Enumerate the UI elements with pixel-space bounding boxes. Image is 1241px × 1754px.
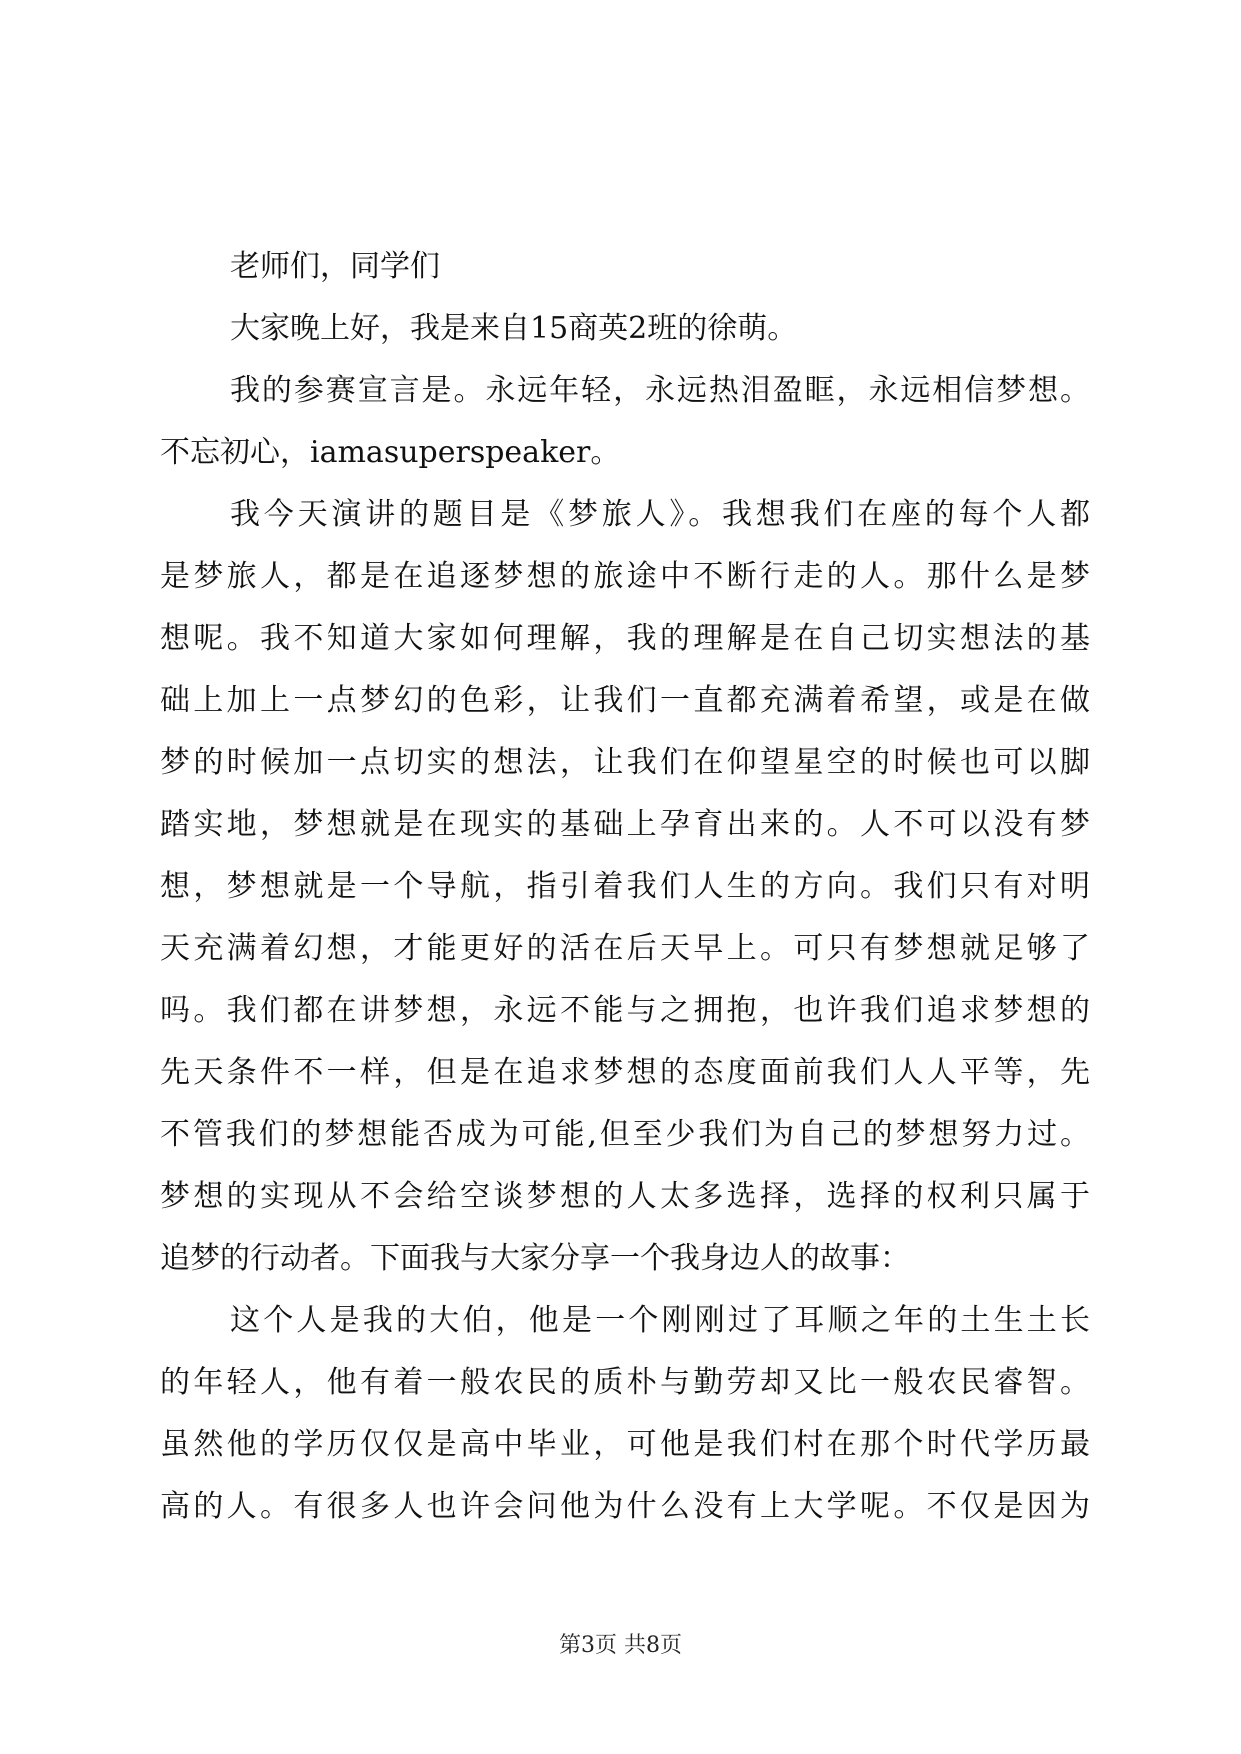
body-text xyxy=(160,236,1090,1538)
text-line: 天充满着幻想，才能更好的活在后天早上。可只有梦想就足够了 xyxy=(160,931,1090,966)
page-footer xyxy=(0,1628,1241,1659)
text-line: 虽然他的学历仅仅是高中毕业，可他是我们村在那个时代学历最 xyxy=(160,1427,1090,1462)
text-line: 这个人是我的大伯，他是一个刚刚过了耳顺之年的土生土长 xyxy=(230,1303,1090,1338)
page-number: 第3页 共8页 xyxy=(559,1633,682,1658)
text-line: 的年轻人，他有着一般农民的质朴与勤劳却又比一般农民睿智。 xyxy=(160,1365,1090,1400)
text-line: 我的参赛宣言是。永远年轻，永远热泪盈眶，永远相信梦想。 xyxy=(230,373,1090,408)
text-line: 大家晚上好，我是来自15商英2班的徐萌。 xyxy=(230,311,798,346)
text-line: 不忘初心，iamasuperspeaker。 xyxy=(160,435,621,470)
text-line: 我今天演讲的题目是《梦旅人》。我想我们在座的每个人都 xyxy=(230,497,1090,532)
text-line: 踏实地，梦想就是在现实的基础上孕育出来的。人不可以没有梦 xyxy=(160,807,1090,842)
text-line: 老师们，同学们 xyxy=(230,249,440,284)
text-line: 想，梦想就是一个导航，指引着我们人生的方向。我们只有对明 xyxy=(160,869,1090,904)
text-line: 想呢。我不知道大家如何理解，我的理解是在自己切实想法的基 xyxy=(160,621,1090,656)
text-line: 梦想的实现从不会给空谈梦想的人太多选择，选择的权利只属于 xyxy=(160,1179,1090,1214)
text-line: 梦的时候加一点切实的想法，让我们在仰望星空的时候也可以脚 xyxy=(160,745,1090,780)
text-line: 追梦的行动者。下面我与大家分享一个我身边人的故事： xyxy=(160,1241,910,1276)
text-line: 不管我们的梦想能否成为可能,但至少我们为自己的梦想努力过。 xyxy=(160,1117,1090,1152)
text-line: 先天条件不一样，但是在追求梦想的态度面前我们人人平等，先 xyxy=(160,1055,1090,1090)
text-line: 高的人。有很多人也许会问他为什么没有上大学呢。不仅是因为 xyxy=(160,1489,1090,1524)
text-line: 是梦旅人，都是在追逐梦想的旅途中不断行走的人。那什么是梦 xyxy=(160,559,1090,594)
text-line: 吗。我们都在讲梦想，永远不能与之拥抱，也许我们追求梦想的 xyxy=(160,993,1090,1028)
text-line: 础上加上一点梦幻的色彩，让我们一直都充满着希望，或是在做 xyxy=(160,683,1090,718)
